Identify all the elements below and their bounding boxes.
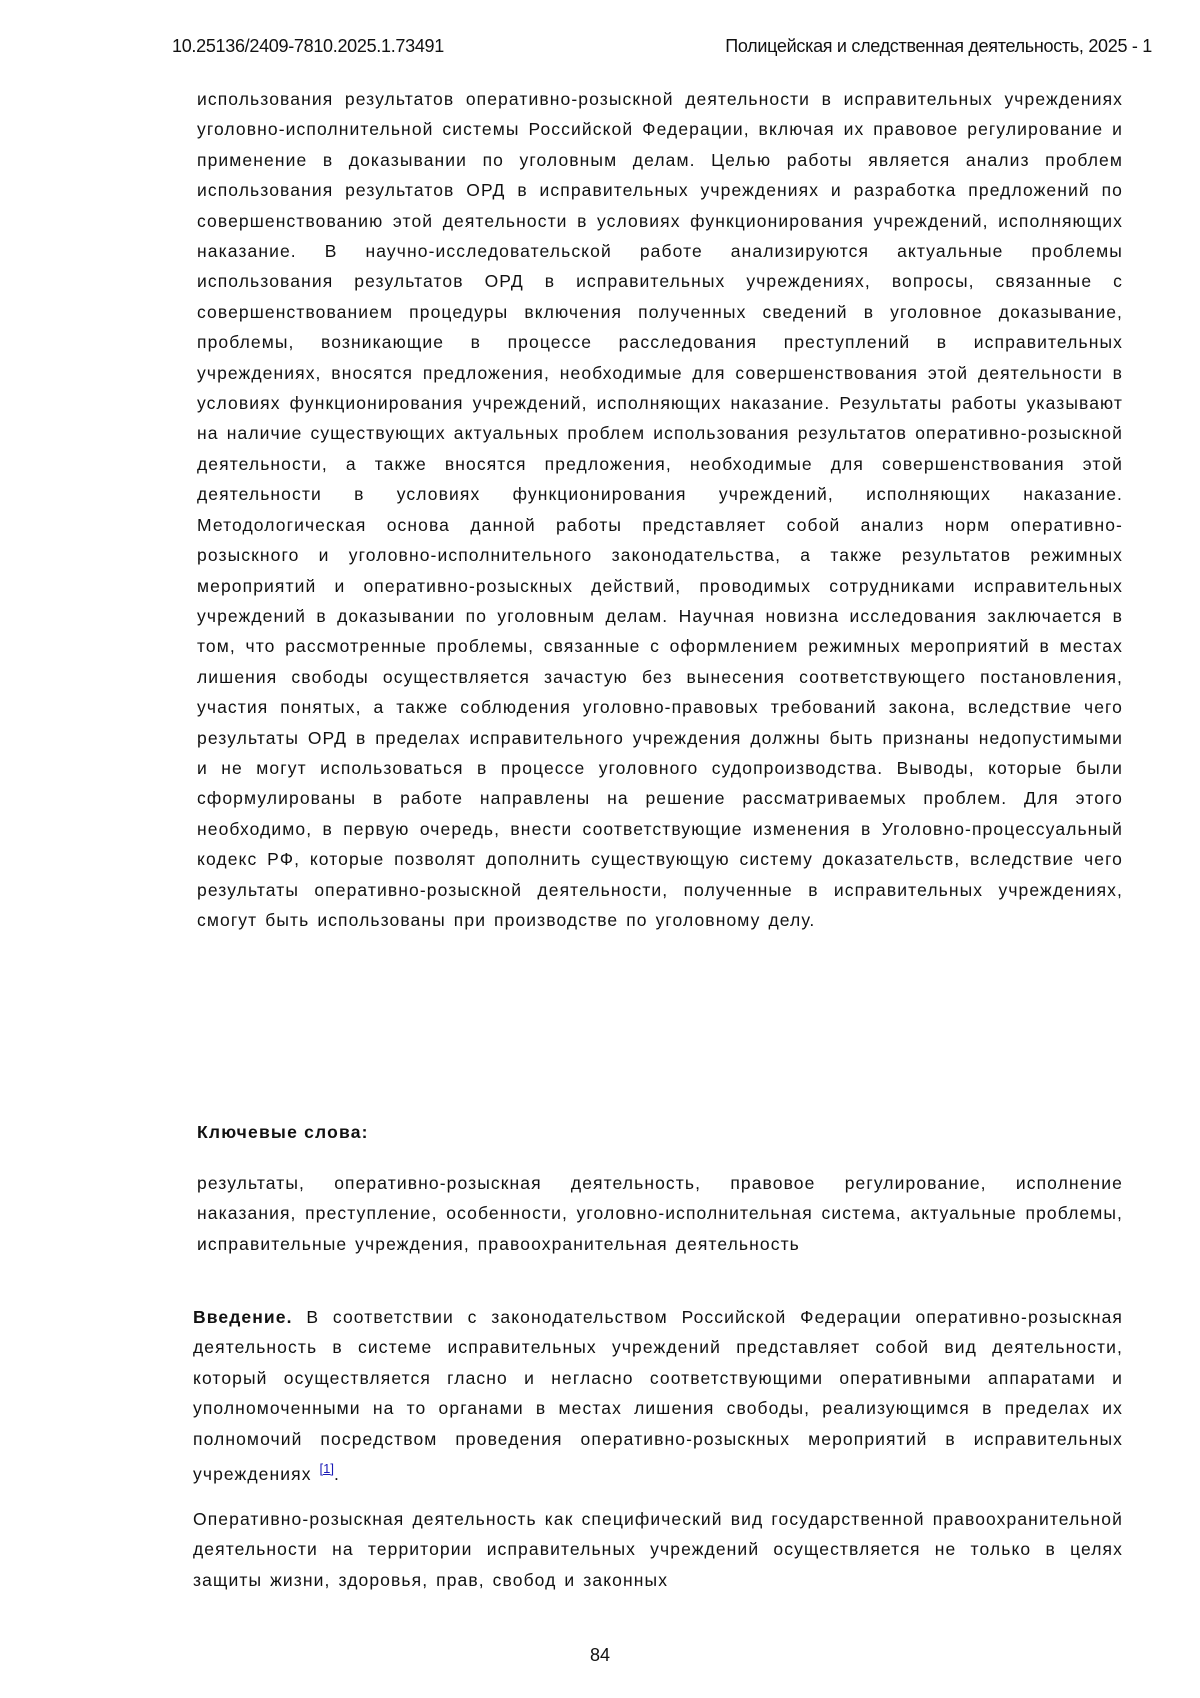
abstract-paragraph: использования результатов оперативно-розыскной деятельности в исправительных учреждениях уголовно-исполнительной системы Российской Федерации, включая их правовое регулирование и применение в доказывании по уголовным делам. Целью работы является анализ проблем использования результатов ОРД в исправительных учреждениях и разработка предложений по совершенствованию этой деятельности в условиях функционирования учреждений, исполняющих наказание. В научно-исследовательской работе анализируются актуальные проблемы использования результатов ОРД в исправительных учреждениях, вопросы, связанные с совершенствованием процедуры включения полученных сведений в уголовное доказывание, проблемы, возникающие в процессе расследования преступлений в исправительных учреждениях, вносятся предложения, необходимые для совершенствования этой деятельности в условиях функционирования учреждений, исполняющих наказание. Результаты работы указывают на наличие существующих актуальных проблем использования результатов оперативно-розыскной деятельности, а также вносятся предложения, необходимые для совершенствования этой деятельности в условиях функционирования учреждений, исполняющих наказание. Методологическая основа данной работы представляет собой анализ норм оперативно-розыскного и уголовно-исполнительного законодательства, а также результатов режимных мероприятий и оперативно-розыскных действий, проводимых сотрудниками исправительных учреждений в доказывании по уголовным делам. Научная новизна исследования заключается в том, что рассмотренные проблемы, связанные с оформлением режимных мероприятий в местах лишения свободы осуществляется зачастую без вынесения соответствующего постановления, участия понятых, а также соблюдения уголовно-правовых требований закона, вследствие чего результаты ОРД в пределах исправительного учреждения должны быть признаны недопустимыми и не могут использоваться в процессе уголовного судопроизводства. Выводы, которые были сформулированы в работе направлены на решение рассматриваемых проблем. Для этого необходимо, в первую очередь, внести соответствующие изменения в Уголовно-процессуальный кодекс РФ, которые позволят дополнить существующую систему доказательств, вследствие чего результаты оперативно-розыскной деятельности, полученные в исправительных учреждениях, смогут быть использованы при производстве по уголовному делу.	[197, 84, 1123, 935]
keywords-heading: Ключевые слова:	[197, 1122, 369, 1143]
introduction-text: В соответствии с законодательством Российской Федерации оперативно-розыскная деятельность в системе исправительных учреждений представляет собой вид деятельности, который осуществляется гласно и негласно соответствующими оперативными аппаратами и уполномоченными на то органами в местах лишения свободы, реализующимся в пределах их полномочий посредством проведения оперативно-розыскных мероприятий в исправительных учреждениях	[193, 1307, 1123, 1484]
page-number: 84	[0, 1645, 1200, 1666]
journal-issue: Полицейская и следственная деятельность, 2025 - 1	[725, 36, 1152, 57]
introduction-lead: Введение.	[193, 1307, 293, 1327]
article-doi: 10.25136/2409-7810.2025.1.73491	[172, 36, 444, 57]
body-paragraph-2: Оперативно-розыскная деятельность как специфический вид государственной правоохранительной деятельности на территории исправительных учреждений осуществляется не только в целях защиты жизни, здоровья, прав, свобод и законных	[193, 1504, 1123, 1595]
introduction-end: .	[334, 1464, 340, 1484]
reference-link-1[interactable]: [1]	[320, 1461, 334, 1476]
keywords-list: результаты, оперативно-розыскная деятельность, правовое регулирование, исполнение наказания, преступление, особенности, уголовно-исполнительная система, актуальные проблемы, исправительные учреждения, правоохранительная деятельность	[197, 1168, 1123, 1259]
introduction-paragraph	[193, 1302, 1123, 1489]
